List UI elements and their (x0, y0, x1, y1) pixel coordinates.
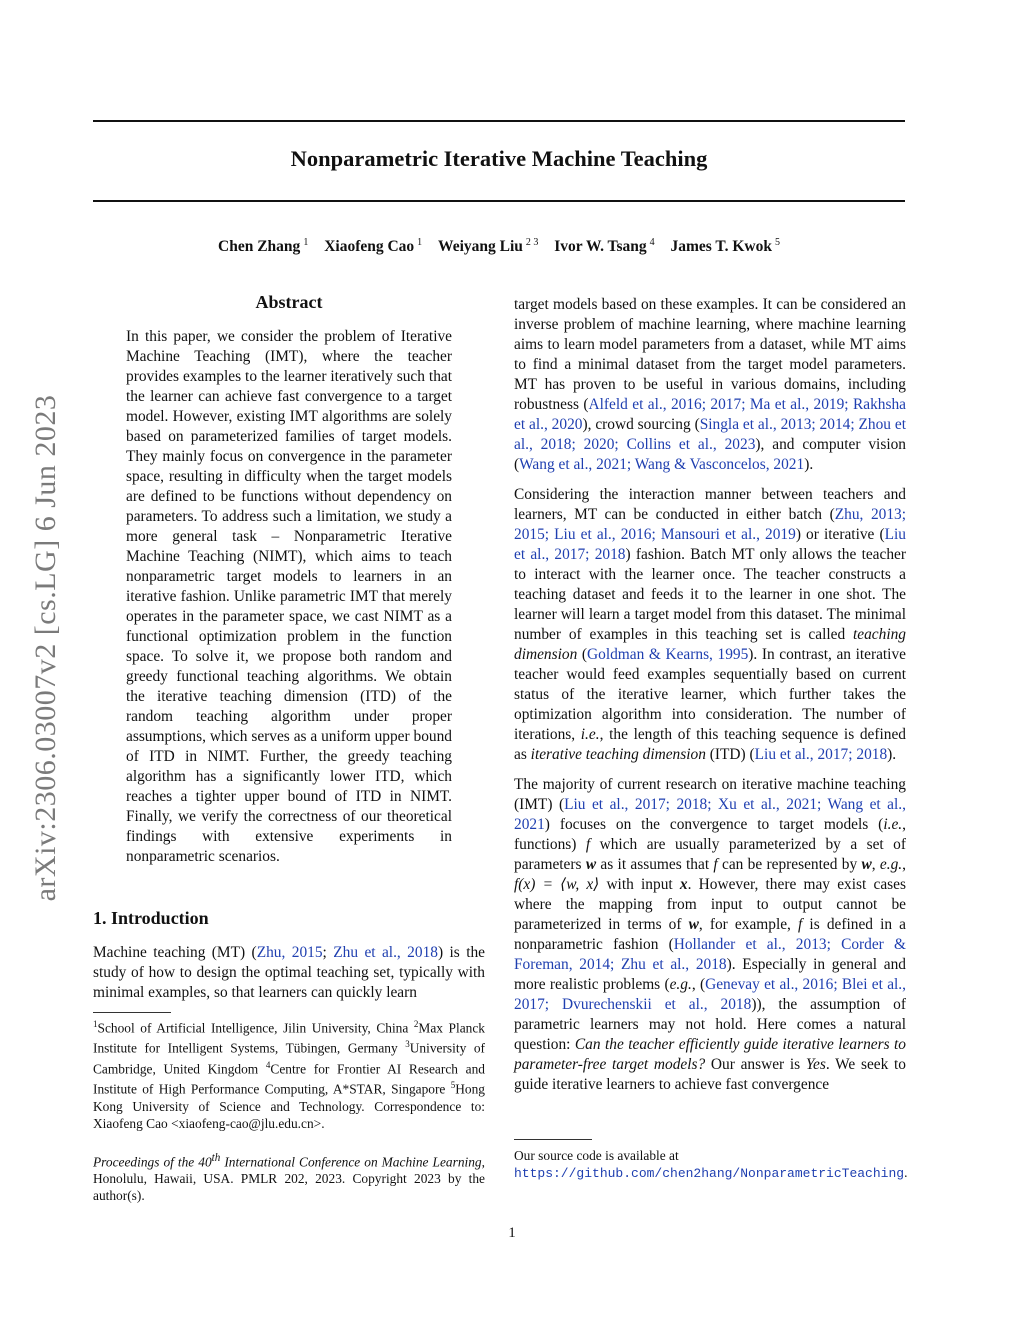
citation-link[interactable]: Alfeld et al., 2016; 2017; Ma et al., 2019; Rakhsha et al., 2020 (514, 396, 906, 433)
proceedings-note: Proceedings of the 40th International Conference on Machine Learning, Honolulu, Hawaii, USA. PMLR 202, 2023. Copyright 2023 by the author(s). (93, 1152, 485, 1204)
footnote-rule (93, 1012, 171, 1013)
paper-title: Nonparametric Iterative Machine Teaching (290, 146, 708, 171)
intro-paragraph: Machine teaching (MT) (Zhu, 2015; Zhu et al., 2018) is the study of how to design the optimal teaching set, typically with minimal examples, so that learners can quickly learn (93, 944, 485, 1001)
abstract-text: In this paper, we consider the problem of Iterative Machine Teaching (IMT), where the teacher provides examples to the learner iteratively such that the learner can achieve fast convergence to a target model. However, existing IMT algorithms are solely based on parameterized families of target models. They mainly focus on convergence in the parameter space, resulting in difficulty when the target models are defined to be functions without dependency on parameters. To address such a limitation, we study a more general task – Nonparametric Iterative Machine Teaching (NIMT), which aims to teach nonparametric target models to learners in an iterative fashion. Unlike parametric IMT that merely operates in the parameter space, we cast NIMT as a functional optimization problem in the function space. To solve it, we propose both random and greedy functional teaching algorithms. We obtain the iterative teaching dimension (ITD) of the random teaching algorithm under proper assumptions, which serves as a uniform upper bound of ITD in NIMT. Further, the greedy teaching algorithm has a significantly lower ITD, which reaches a tighter upper bound of ITD in NIMT. Finally, we verify the correctness of our theoretical findings with extensive experiments in nonparametric scenarios. (126, 328, 452, 865)
citation-link[interactable]: Zhu et al., 2018 (333, 944, 438, 961)
paragraph: Considering the interaction manner between teachers and learners, MT can be conducted in either batch (Zhu, 2013; 2015; Liu et al., 2016; Mansouri et al., 2019) or iterative (Liu et al., 2017; 2018) fashion. Batch MT only allows the teacher to interact with the learner once. The teacher constructs a teaching dataset and feeds it to the learner in one shot. The learner will learn a target model from this dataset. The minimal number of examples in this teaching set is called teaching dimension (Goldman & Kearns, 1995). In contrast, an iterative teacher would feed examples sequentially based on current status of the iterative learner, which further takes the optimization algorithm into consideration. The number of iterations, i.e., the length of this teaching sequence is defined as iterative teaching dimension (ITD) (Liu et al., 2017; 2018). (514, 486, 907, 763)
citation-link[interactable]: Liu et al., 2017; 2018; Xu et al., 2021; Wang et al., 2021 (514, 796, 906, 833)
section-heading-introduction: 1. Introduction (93, 908, 209, 928)
author-list (93, 237, 905, 256)
author: Weiyang Liu $^{2 3}$ (438, 237, 539, 256)
citation-link[interactable]: Goldman & Kearns, 1995 (587, 646, 749, 663)
citation-link[interactable]: Liu et al., 2017; 2018 (754, 746, 888, 763)
title-top-rule (93, 120, 905, 122)
citation-link[interactable]: Hollander et al., 2013; Corder & Foreman, 2014; Zhu et al., 2018 (514, 936, 906, 973)
arxiv-identifier: arXiv:2306.03007v2 [cs.LG] 6 Jun 2023 (29, 394, 62, 902)
page-number: 1 (508, 1225, 516, 1241)
author: James T. Kwok $^5$ (670, 237, 780, 256)
code-footnote: Our source code is available at https://github.com/chen2hang/NonparametricTeaching. (514, 1148, 908, 1181)
right-column (514, 295, 906, 1105)
citation-link[interactable]: Liu et al., 2017; 2018 (514, 526, 906, 563)
citation-link[interactable]: Wang et al., 2021; Wang & Vasconcelos, 2021 (519, 456, 805, 473)
title-bottom-rule (93, 200, 905, 202)
citation-link[interactable]: Zhu, 2015 (256, 944, 323, 961)
author: Ivor W. Tsang $^4$ (554, 237, 655, 256)
paragraph: The majority of current research on iterative machine teaching (IMT) (Liu et al., 2017; 2018; Xu et al., 2021; Wang et al., 2021) focuses on the convergence to target models (i.e., functions) f which are usually parameterized by a set of parameters w as it assumes that f can be represented by w, e.g., f(x) = ⟨w, x⟩ with input x. However, there may exist cases where the mapping from input to output cannot be parameterized in terms of w, for example, f is defined in a nonparametric fashion (Hollander et al., 2013; Corder & Foreman, 2014; Zhu et al., 2018). Especially in general and more realistic problems (e.g., (Genevay et al., 2016; Blei et al., 2017; Dvurechenskii et al., 2018)), the assumption of parametric learners may not hold. Here comes a natural question: Can the teacher efficiently guide iterative learners to parameter-free target models? Our answer is Yes. We seek to guide iterative learners to achieve fast convergence (514, 776, 907, 1093)
author: Chen Zhang $^1$ (218, 237, 309, 256)
abstract-heading: Abstract (255, 292, 323, 312)
abstract-body (126, 327, 452, 867)
citation-link[interactable]: Zhu, 2013; 2015; Liu et al., 2016; Mansouri et al., 2019 (514, 506, 907, 543)
affiliations-footnote: $^1$School of Artificial Intelligence, Jilin University, China $^2$Max Planck Institute for Intelligent Systems, Tübingen, Germany $^3$University of Cambridge, United Kingdom $^4$Centre for Frontier AI Research and Institute of High Performance Computing, A*STAR, Singapore $^5$Hong Kong University of Science and Technology. Correspondence to: Xiaofeng Cao <xiaofeng-cao@jlu.edu.cn>. (93, 1019, 485, 1131)
author: Xiaofeng Cao $^1$ (324, 237, 423, 256)
citation-link[interactable]: Genevay et al., 2016; Blei et al., 2017; Dvurechenskii et al., 2018 (514, 976, 906, 1013)
footnote-rule (514, 1139, 592, 1140)
paragraph: target models based on these examples. It can be considered an inverse problem of machine learning, where machine learning aims to learn model parameters from a dataset, while MT aims to find a minimal dataset from the target model parameters. MT has proven to be useful in various domains, including robustness (Alfeld et al., 2016; 2017; Ma et al., 2019; Rakhsha et al., 2020), crowd sourcing (Singla et al., 2013; 2014; Zhou et al., 2018; 2020; Collins et al., 2023), and computer vision (Wang et al., 2021; Wang & Vasconcelos, 2021). (514, 296, 906, 473)
source-code-link[interactable]: https://github.com/chen2hang/NonparametricTeaching (514, 1166, 905, 1181)
citation-link[interactable]: Singla et al., 2013; 2014; Zhou et al., 2018; 2020; Collins et al., 2023 (514, 416, 906, 453)
